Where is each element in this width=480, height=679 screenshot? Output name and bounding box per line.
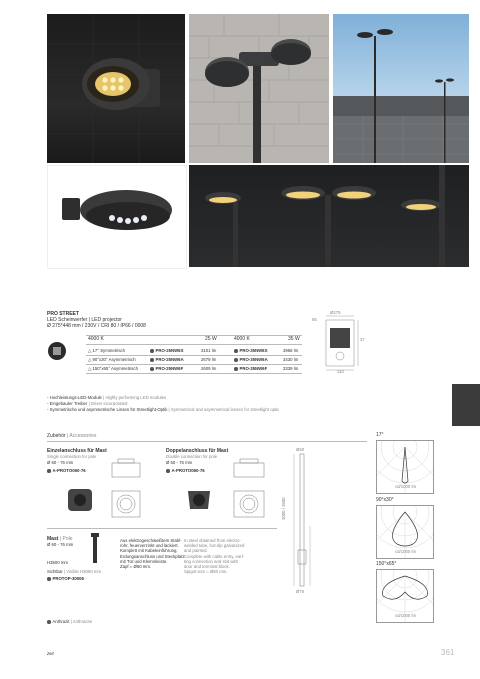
pole-title: Mast | Pole bbox=[47, 536, 73, 542]
product-code: PRO-25NW6S bbox=[155, 348, 184, 353]
pole-height: H3500 mm bbox=[47, 560, 69, 565]
pole-dim-height: 3000 / 3500 bbox=[281, 497, 286, 520]
photo-double-lamp bbox=[189, 14, 329, 163]
footer-brand: zeit bbox=[47, 651, 54, 656]
pole-code: PROTOP-30006 bbox=[52, 576, 84, 581]
optic-label: 17° Symmetrisch bbox=[92, 348, 126, 353]
feature-item: - Symmetrische und asymmetrische Linsen für Streetlight-Optik | Symmetrical and asymmetrical lenses for streetlight optic bbox=[47, 407, 280, 412]
finish-label: Anthrazit bbox=[52, 619, 70, 624]
product-specs: Ø 275*448 mm / 230V / CRI 80 / IP66 / 0008 bbox=[47, 323, 146, 329]
dim-side: 37 bbox=[360, 337, 365, 342]
dim-left: 65 bbox=[312, 317, 317, 322]
lumen-value: 3339 lm bbox=[283, 366, 299, 371]
accessories-title: Zubehör | Accessories bbox=[47, 433, 97, 439]
pole-dimension-drawing bbox=[286, 446, 320, 596]
double-connection-title: Doppelanschluss für Mast bbox=[166, 448, 229, 454]
pole-description-en: In steel obtained from electro- welded tube, hot-dip galvanized and painted. Complete with cable entry, earl- ting connection and slot with door and terminal block. Spigot size = Ø60 mm. bbox=[184, 538, 245, 575]
product-code: PRO-35NW6F bbox=[239, 366, 268, 371]
double-connection-photo bbox=[184, 487, 214, 513]
photo-wall-lamp bbox=[47, 14, 185, 163]
polar-label-2: 90°x30° bbox=[376, 497, 394, 503]
single-connection-dim: Ø 60 - 76 mm bbox=[47, 460, 74, 465]
feature-item: - Eingebauter Treiber | Driver incorporated bbox=[47, 401, 128, 406]
double-connection-subtitle: Double connection for pole bbox=[166, 454, 218, 459]
polar-label-1: 17° bbox=[376, 432, 384, 438]
product-code: PRO-35NW6S bbox=[239, 348, 268, 353]
lumen-value: 3101 lm bbox=[201, 348, 217, 353]
product-code: PRO-25NW6A bbox=[155, 357, 184, 362]
single-connection-photo bbox=[66, 487, 94, 513]
lumen-value: 3958 lm bbox=[283, 348, 299, 353]
photo-lamp-white bbox=[47, 165, 187, 269]
photo-night-lamps bbox=[189, 165, 469, 267]
lumen-value: 2609 lm bbox=[201, 366, 217, 371]
polar-label-3: 150°x65° bbox=[376, 561, 397, 567]
single-connection-title: Einzelanschluss für Mast bbox=[47, 448, 107, 454]
polar-unit-1: cd/1000 lm bbox=[395, 484, 417, 489]
dim-bottom: 110 bbox=[337, 369, 344, 374]
lumen-value: 3430 lm bbox=[283, 357, 299, 362]
table-cct-2: 4000 K bbox=[234, 336, 250, 342]
pole-description-de: Aus elektrogeschweißtem Stahl- rohr, feuerverzinkt und lackiert. Komplett mit Kabeleinführung, Erdungsanschluss und Steckplatz mit Tür und Klemmleiste. Zapf = Ø60 mm. bbox=[120, 538, 185, 570]
pole-dim: Ø 60 - 76 mm bbox=[47, 542, 74, 547]
photo-street-pole bbox=[333, 14, 469, 163]
page-number: 361 bbox=[441, 648, 455, 657]
pole-visible: Sichtbar | Visible H3000 mm bbox=[47, 569, 102, 574]
optic-label: 150°x65° Asymmetrisch bbox=[92, 366, 138, 371]
table-cct-1: 4000 K bbox=[88, 336, 104, 342]
table-watt-1: 25 W bbox=[205, 336, 217, 342]
pole-dim-bottom: Ø76 bbox=[296, 589, 305, 594]
single-connection-subtitle: Single connection for pole bbox=[47, 454, 97, 459]
pole-dim-top: Ø60 bbox=[296, 447, 305, 452]
product-subtitle: LED Scheinwerfer | LED projector bbox=[47, 317, 122, 323]
single-connection-code: A-PROTO060-76 bbox=[52, 468, 86, 473]
lamp-thumbnail bbox=[47, 341, 67, 361]
double-connection-dim: Ø 60 - 76 mm bbox=[166, 460, 193, 465]
dimension-drawing-top bbox=[318, 312, 364, 374]
double-connection-drawing bbox=[228, 455, 270, 533]
polar-unit-2: cd/1000 lm bbox=[395, 549, 417, 554]
table-watt-2: 35 W bbox=[288, 336, 300, 342]
product-code: PRO-25NW6F bbox=[155, 366, 184, 371]
double-connection-code: A-PROTO060-76 bbox=[171, 468, 205, 473]
product-code: PRO-35NW6A bbox=[239, 357, 268, 362]
lumen-value: 2679 lm bbox=[201, 357, 217, 362]
feature-item: - Hochleistungs-LED-Module | Highly performing LED modules bbox=[47, 395, 167, 400]
product-name: PRO STREET bbox=[47, 311, 79, 317]
single-connection-drawing bbox=[106, 455, 146, 533]
polar-unit-3: cd/1000 lm bbox=[395, 613, 417, 618]
optic-label: 90°x30° Asymmetrisch bbox=[92, 357, 136, 362]
chapter-tab bbox=[452, 384, 480, 426]
pole-photo bbox=[88, 533, 102, 563]
dim-width: Ø275 bbox=[330, 310, 341, 315]
